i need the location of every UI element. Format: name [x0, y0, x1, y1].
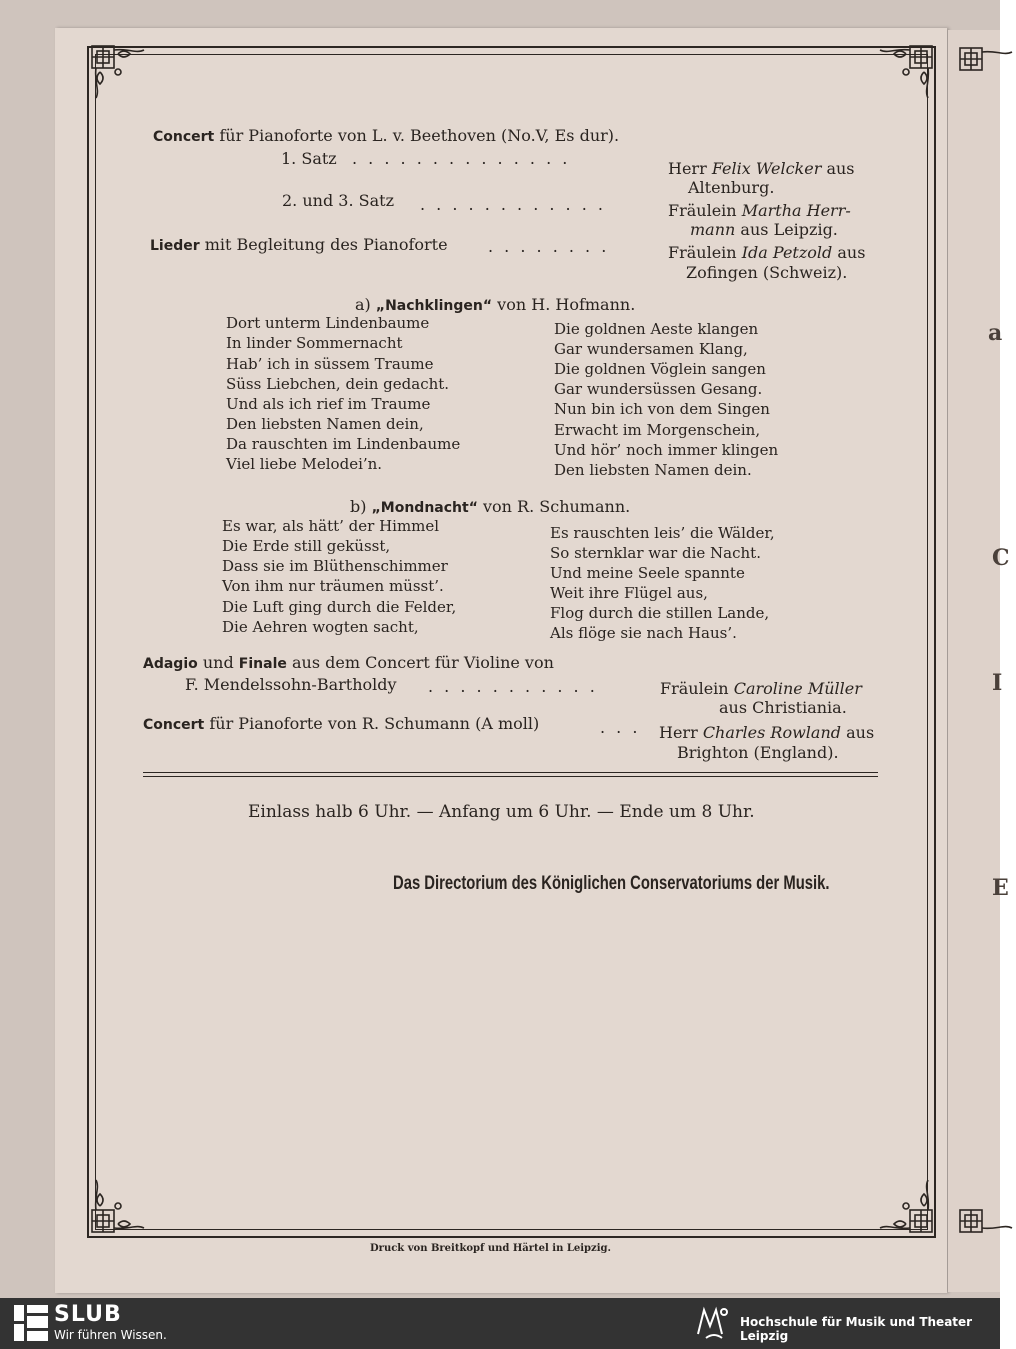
item2-title-bold: Lieder — [150, 238, 200, 254]
item2-heading — [150, 235, 448, 256]
performer-prefix: Fräulein — [668, 243, 737, 262]
signature: Das Directorium des Königlichen Conservatoriums der Musik. — [393, 873, 830, 894]
item2-title-rest: mit Begleitung des Pianoforte — [204, 235, 448, 254]
printer-credit: Druck von Breitkopf und Härtel in Leipzig. — [370, 1243, 611, 1254]
ornament-corner-icon — [88, 42, 148, 102]
song-b-title: „Mondnacht“ — [371, 500, 478, 516]
item4-title-bold: Concert — [143, 717, 205, 733]
song-a-line: Gar wundersüssen Gesang. — [554, 380, 763, 398]
item3-place: aus Christiania. — [719, 698, 847, 717]
ornament-corner-icon — [876, 42, 936, 102]
performer-name: Ida Petzold — [741, 243, 833, 262]
item1-satz1-place: Altenburg. — [688, 178, 775, 197]
song-a-line: Den liebsten Namen dein. — [554, 461, 752, 479]
song-b-line: Dass sie im Blüthenschimmer — [222, 557, 448, 575]
performer-name: Caroline Müller — [733, 679, 862, 698]
song-b-line: Von ihm nur träumen müsst’. — [222, 577, 444, 595]
item4-dots: . . . — [600, 718, 641, 737]
song-b-line: Und meine Seele spannte — [550, 564, 745, 582]
divider-rule — [143, 772, 878, 773]
song-a-prefix: a) — [355, 295, 371, 314]
song-a-line: Gar wundersamen Klang, — [554, 340, 748, 358]
song-b-line: Weit ihre Flügel aus, — [550, 584, 708, 602]
song-a-line: Die goldnen Aeste klangen — [554, 320, 759, 338]
item1-satz23-performer — [668, 201, 851, 220]
performer-prefix: Fräulein — [668, 201, 737, 220]
ornament-corner-icon — [88, 1176, 148, 1236]
song-a-line: Dort unterm Lindenbaume — [226, 314, 430, 332]
item1-title-bold: Concert — [153, 129, 215, 145]
song-a-heading — [355, 295, 635, 316]
performer-name: Felix Welcker — [711, 159, 822, 178]
song-b-line: Die Erde still geküsst, — [222, 537, 391, 555]
song-a-line: Und als ich rief im Traume — [226, 395, 431, 413]
ornament-corner-icon — [956, 44, 1000, 104]
performer-prefix: Fräulein — [660, 679, 729, 698]
item4-heading — [143, 714, 539, 735]
item3-heading — [143, 653, 554, 674]
divider-rule — [143, 776, 878, 777]
performer-name: Martha Herr- — [741, 201, 851, 220]
adjacent-page-edge: a C I E — [948, 30, 1000, 1292]
ornament-corner-icon — [876, 1176, 936, 1236]
item1-satz1-performer — [668, 159, 855, 178]
song-a-line: Den liebsten Namen dein, — [226, 415, 424, 433]
item1-satz23-place — [690, 220, 838, 239]
item1-satz23-dots: . . . . . . . . . . . . — [420, 195, 606, 214]
song-a-line: Nun bin ich von dem Singen — [554, 400, 770, 418]
song-b-line: Die Aehren wogten sacht, — [222, 618, 419, 636]
item3-composer: F. Mendelssohn-Bartholdy — [185, 675, 397, 694]
song-b-line: So sternklar war die Nacht. — [550, 544, 761, 562]
item4-performer — [659, 723, 874, 742]
song-b-line: Flog durch die stillen Lande, — [550, 604, 770, 622]
song-a-line: Süss Liebchen, dein gedacht. — [226, 375, 450, 393]
performer-prefix: Herr — [668, 159, 707, 178]
song-b-line: Als flöge sie nach Haus’. — [550, 624, 737, 642]
performer-prefix: Herr — [659, 723, 698, 742]
song-b-composer: von R. Schumann. — [482, 497, 631, 516]
item3-rest: aus dem Concert für Violine von — [291, 653, 554, 672]
institution-name: Hochschule für Musik und Theater Leipzig — [740, 1315, 973, 1343]
library-tagline: Wir führen Wissen. — [54, 1328, 167, 1342]
item3-bold2: Finale — [238, 656, 287, 672]
song-a-line: Erwacht im Morgenschein, — [554, 421, 761, 439]
item1-heading — [153, 126, 619, 147]
song-b-line: Es war, als hätt’ der Himmel — [222, 517, 440, 535]
event-times: Einlass halb 6 Uhr. — Anfang um 6 Uhr. — Ende um 8 Uhr. — [248, 802, 755, 822]
song-a-title: „Nachklingen“ — [375, 298, 493, 314]
slub-logo-icon — [14, 1305, 48, 1341]
song-b-line: Es rauschten leis’ die Wälder, — [550, 524, 775, 542]
item1-satz1-dots: . . . . . . . . . . . . . . — [352, 149, 571, 168]
song-b-prefix: b) — [350, 497, 367, 516]
performer-suffix: aus — [826, 159, 855, 178]
song-a-line: Da rauschten im Lindenbaume — [226, 435, 461, 453]
item3-dots: . . . . . . . . . . . — [428, 677, 598, 696]
item4-place: Brighton (England). — [677, 743, 839, 762]
item1-title-rest: für Pianoforte von L. v. Beethoven (No.V, Es dur). — [219, 126, 620, 145]
song-b-line: Die Luft ging durch die Felder, — [222, 598, 457, 616]
performer-name: Charles Rowland — [702, 723, 842, 742]
performer-suffix: aus — [846, 723, 875, 742]
item1-satz23-label: 2. und 3. Satz — [282, 191, 394, 210]
ornament-corner-icon — [956, 1176, 1000, 1236]
song-a-composer: von H. Hofmann. — [497, 295, 636, 314]
song-a-line: In linder Sommernacht — [226, 334, 403, 352]
song-a-line: Und hör’ noch immer klingen — [554, 441, 779, 459]
song-a-line: Die goldnen Vöglein sangen — [554, 360, 766, 378]
item3-bold1: Adagio — [143, 656, 198, 672]
item3-performer — [660, 679, 862, 698]
performer-suffix: aus — [837, 243, 866, 262]
library-name: SLUB — [54, 1302, 122, 1327]
item3-mid: und — [202, 653, 234, 672]
item2-dots: . . . . . . . . — [488, 237, 610, 256]
performer-suffix: aus Leipzig. — [740, 220, 838, 239]
viewer-footer — [0, 1298, 1000, 1349]
hmt-logo-icon — [694, 1304, 730, 1342]
item1-satz1-label: 1. Satz — [281, 149, 337, 168]
song-b-heading — [350, 497, 630, 518]
item2-performer — [668, 243, 865, 262]
song-a-line: Hab’ ich in süssem Traume — [226, 355, 434, 373]
item4-title-rest: für Pianoforte von R. Schumann (A moll) — [209, 714, 540, 733]
performer-name-cont: mann — [690, 220, 736, 239]
item2-place: Zofingen (Schweiz). — [686, 263, 848, 282]
song-a-line: Viel liebe Melodei’n. — [226, 455, 383, 473]
